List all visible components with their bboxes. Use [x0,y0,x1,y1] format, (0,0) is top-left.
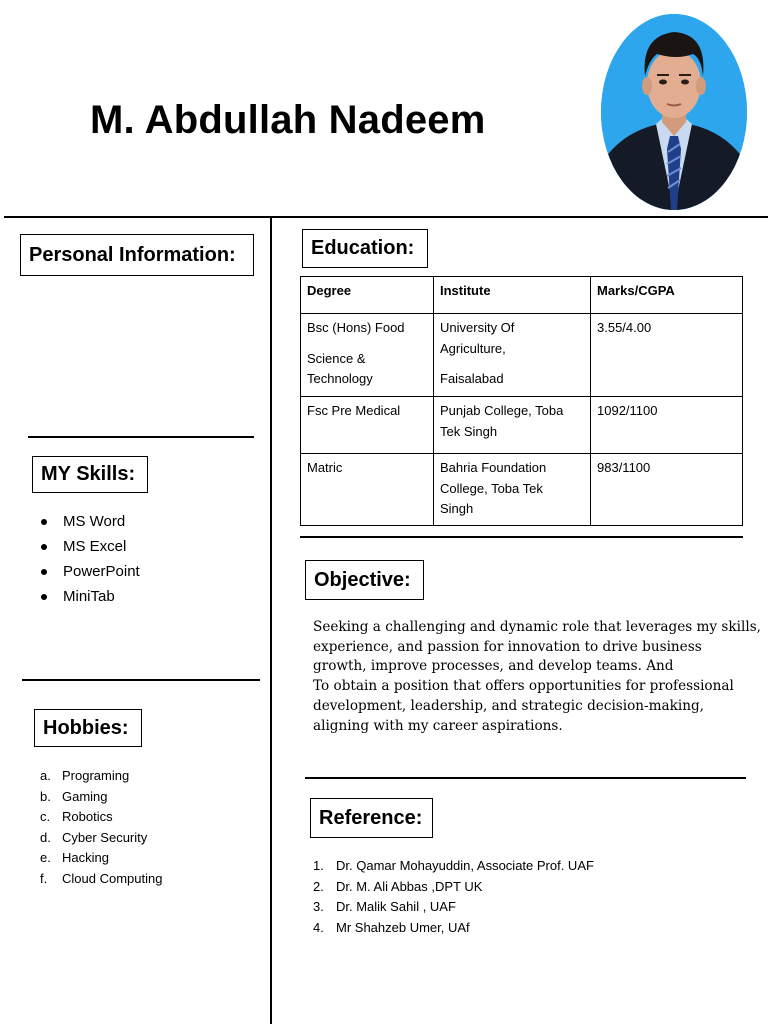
objective-text: Seeking a challenging and dynamic role that leverages my skills, experience, and passion for innovation to drive business growth, improve processes, and develop teams. And To obtain a position that offers opportunities for professional development, leadership, and strategic decision-making, aligning with my career aspirations. [313,619,761,734]
hobby-item: b. Gaming [40,788,108,804]
hobby-item: c. Robotics [40,809,113,824]
candidate-name: M. Abdullah Nadeem [90,98,486,142]
column-header: Marks/CGPA [591,277,743,314]
table-row [301,314,743,397]
skills-list [41,509,140,609]
marks-cell: 983/1100 [591,454,743,526]
column-divider [270,217,272,1024]
hobby-item: a. Programing [40,768,130,783]
objective-divider [305,777,746,779]
table-header-row [301,277,743,314]
table-row [301,397,743,454]
person-portrait-icon [601,14,747,210]
degree-cell: Matric [301,454,434,526]
reference-list [313,856,594,938]
institute-cell: Punjab College, Toba Tek Singh [434,397,591,454]
reference-item: 3. Dr. Malik Sahil , UAF [313,899,456,914]
education-table [300,276,743,526]
hobby-item: d. Cyber Security [40,829,148,845]
personal-info-divider [28,436,254,438]
skills-heading: MY Skills: [32,456,148,493]
reference-heading: Reference: [310,798,433,838]
reference-item: 1. Dr. Qamar Mohayuddin, Associate Prof. UAF [313,858,594,873]
hobby-item: e. Hacking [40,850,109,865]
profile-photo [601,14,747,210]
column-header: Degree [301,277,434,314]
education-divider [300,536,743,538]
hobbies-list [40,766,162,889]
hobbies-heading: Hobbies: [34,709,142,747]
degree-cell: Fsc Pre Medical [301,397,434,454]
education-heading: Education: [302,229,428,268]
degree-cell: Bsc (Hons) Food Science & Technology [301,314,434,397]
personal-information-heading: Personal Information: [20,234,254,276]
institute-cell: University Of Agriculture, Faisalabad [434,314,591,397]
marks-cell: 1092/1100 [591,397,743,454]
column-header: Institute [434,277,591,314]
marks-cell: 3.55/4.00 [591,314,743,397]
header-divider [4,216,768,218]
skills-divider [22,679,260,681]
skill-item: MS Word [41,509,140,534]
objective-heading: Objective: [305,560,424,600]
reference-item: 4. Mr Shahzeb Umer, UAf [313,919,470,935]
hobby-item: f. Cloud Computing [40,870,163,886]
table-row [301,454,743,526]
skill-item: MiniTab [41,584,140,609]
institute-cell: Bahria Foundation College, Toba Tek Singh [434,454,591,526]
skill-item: MS Excel [41,534,140,559]
reference-item: 2. Dr. M. Ali Abbas ,DPT UK [313,878,483,894]
skill-item: PowerPoint [41,559,140,584]
